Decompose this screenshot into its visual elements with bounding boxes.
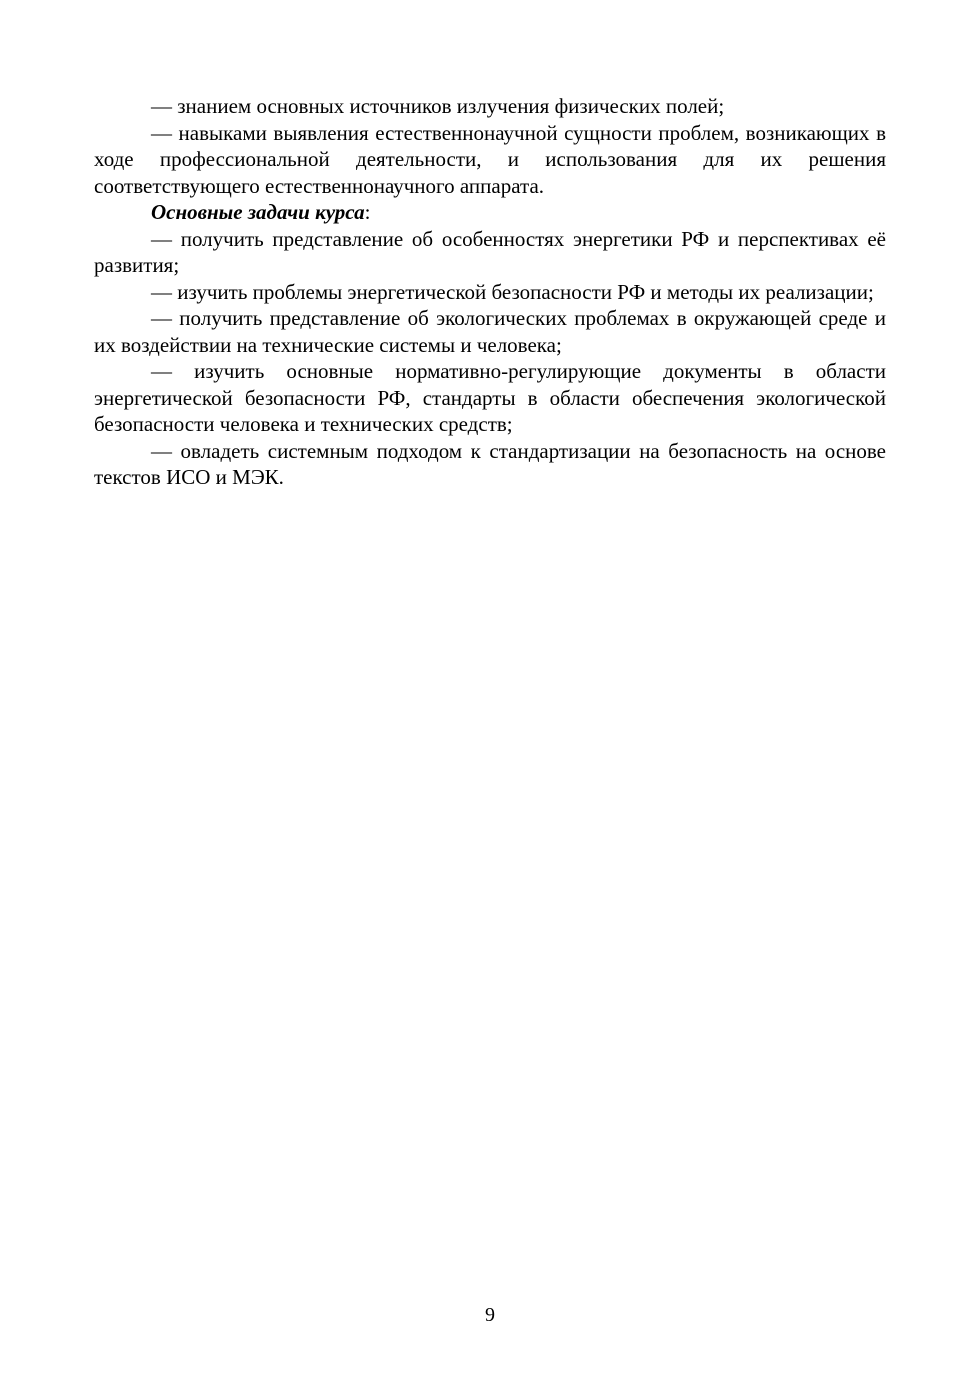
tasks-heading-label: Основные задачи курса xyxy=(151,200,365,224)
intro-item-natural-science: — навыками выявления естественнонаучной сущности проблем, возникающих в ходе профессиональной деятельности, и использования для их решения соответствующего естественнонаучного аппарата. xyxy=(94,120,886,198)
task-item-energy-security: — изучить проблемы энергетической безопасности РФ и методы их реализации; xyxy=(151,279,874,304)
tasks-heading-colon: : xyxy=(364,200,371,224)
tasks-heading xyxy=(94,199,886,226)
task-item-ecological-problems: — получить представление об экологических проблемах в окружающей среде и их воздействии на технические системы и человека; xyxy=(94,306,886,357)
task-item-energy-prospects: — получить представление об особенностях энергетики РФ и перспективах её развития; xyxy=(94,226,886,277)
body-text xyxy=(94,93,886,491)
task-item-regulatory-documents: — изучить основные нормативно-регулирующие документы в области энергетической безопасности РФ, стандарты в области обеспечения экологической безопасности человека и технических средств; xyxy=(94,359,886,436)
intro-item-physical-fields: — знанием основных источников излучения физических полей; xyxy=(151,94,725,118)
page-number: 9 xyxy=(485,1304,495,1326)
task-item-standardization: — овладеть системным подходом к стандартизации на безопасность на основе текстов ИСО и МЭК. xyxy=(94,438,886,489)
